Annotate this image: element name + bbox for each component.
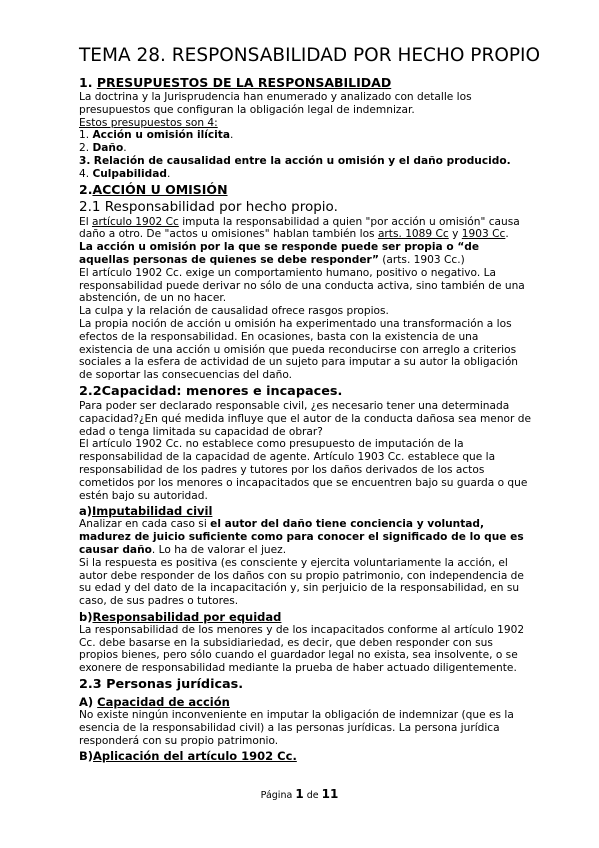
page-content xyxy=(79,44,541,764)
presupuestos-list-intro: Estos presupuestos son 4: xyxy=(79,116,218,129)
section-1-heading xyxy=(79,75,531,91)
article-1903-link[interactable]: 1903 Cc xyxy=(461,228,506,241)
subsection-2-1-paragraph-2: La acción u omisión por la que se responde puede ser propia o “de aquellas personas de quienes se debe responder” (arts. 1903 Cc.) xyxy=(79,241,480,266)
footer-of-word: de xyxy=(306,790,319,801)
list-item: 1. Acción u omisión ilícita. xyxy=(79,129,234,142)
footer-total-pages: 11 xyxy=(321,787,339,801)
section-2-heading xyxy=(79,182,531,198)
subsection-2-3-heading: 2.3 Personas jurídicas. xyxy=(79,677,244,693)
subsection-2-2-heading: 2.2Capacidad: menores e incapaces. xyxy=(79,383,343,399)
section-2-number: 2. xyxy=(79,181,93,197)
section-1-number: 1. xyxy=(79,75,93,90)
article-1902-link[interactable]: artículo 1902 Cc xyxy=(92,215,179,228)
subsection-2-1-paragraph-5: La propia noción de acción u omisión ha experimentado una transformación a los efectos de la responsabilidad. En ocasiones, basta con la existencia de una existencia de una acción u omisión que pueda reconducirse con arreglo a criterios sociales a la esfera de actividad de un sujeto para imputar a su autor la obligación de soportar las consecuencias del daño. xyxy=(79,317,519,382)
imputabilidad-paragraph-2: Si la respuesta es positiva (es consciente y ejercita voluntariamente la acción, el autor debe responder de los daños con su propio patrimonio, con independencia de su edad y del dato de la incapacitación y, sin perjuicio de la responsabilidad, en su caso, de sus padres o tutores. xyxy=(79,556,524,608)
equidad-heading: b)Responsabilidad por equidad xyxy=(79,609,282,624)
footer-current-page: 1 xyxy=(295,787,304,801)
subsection-2-1-heading: 2.1 Responsabilidad por hecho propio. xyxy=(79,198,338,215)
list-item: 2. Daño. xyxy=(79,142,127,155)
aplicacion-1902-heading: B)Aplicación del artículo 1902 Cc. xyxy=(79,749,297,764)
list-item: 4. Culpabilidad. xyxy=(79,167,171,180)
subsection-2-2-paragraph-1: Para poder ser declarado responsable civil, ¿es necesario tener una determinada capacidad?¿En qué medida influye que el autor de la conducta dañosa sea menor de edad o tenga limitada su capacidad de obrar? xyxy=(79,399,531,438)
article-1089-link[interactable]: arts. 1089 Cc xyxy=(377,228,449,241)
subsection-2-1-paragraph-1: El artículo 1902 Cc imputa la responsabilidad a quien "por acción u omisión" causa daño a otro. De "actos u omisiones" hablan también los arts. 1089 Cc y 1903 Cc. xyxy=(79,215,520,241)
subsection-2-2-paragraph-2: El artículo 1902 Cc. no establece como presupuesto de imputación de la responsabilidad de la capacidad de agente. Artículo 1903 Cc. establece que la responsabilidad de los padres y tutores por los daños derivados de los actos cometidos por los menores o incapacitados que se encuentren bajo su guarda o que estén bajo su autoridad. xyxy=(79,438,528,502)
imputabilidad-heading: a)Imputabilidad civil xyxy=(79,504,213,519)
section-1-title: PRESUPUESTOS DE LA RESPONSABILIDAD xyxy=(96,75,392,90)
imputabilidad-paragraph-1: Analizar en cada caso si el autor del daño tiene conciencia y voluntad, madurez de juicio suficiente como para conocer el significado de lo que es causar daño. Lo ha de valorar el juez. xyxy=(79,518,524,556)
equidad-paragraph-1: La responsabilidad de los menores y de los incapacitados conforme al artículo 1902 Cc. debe basarse en la subsidiariedad, es decir, que deben responder con sus propios bienes, pero sólo cuando el guardador legal no exista, sea insolvente, o se exonere de responsabilidad mediante la prueba de haber actuado diligentemente. xyxy=(79,623,525,675)
document-title: TEMA 28. RESPONSABILIDAD POR HECHO PROPIO xyxy=(79,45,541,66)
list-item: 3. Relación de causalidad entre la acción u omisión y el daño producido. xyxy=(79,154,511,167)
capacidad-accion-heading: A) Capacidad de acción xyxy=(79,695,230,710)
section-1-intro: La doctrina y la Jurisprudencia han enumerado y analizado con detalle los presupuestos que configuran la obligación legal de indemnizar. xyxy=(79,91,472,116)
footer-page-word: Página xyxy=(260,790,293,801)
page-footer xyxy=(0,787,599,801)
subsection-2-1-paragraph-4: La culpa y la relación de causalidad ofrece rasgos propios. xyxy=(79,305,389,318)
capacidad-accion-paragraph-1: No existe ningún inconveniente en imputar la obligación de indemnizar (que es la esencia de la responsabilidad civil) a las personas jurídicas. La persona jurídica responderá con su propio patrimonio. xyxy=(79,709,514,747)
subsection-2-1-paragraph-3: El artículo 1902 Cc. exige un comportamiento humano, positivo o negativo. La responsabilidad puede derivar no sólo de una conducta activa, sino también de una abstención, de un no hacer. xyxy=(79,266,525,305)
section-2-title: ACCIÓN U OMISIÓN xyxy=(92,181,228,197)
